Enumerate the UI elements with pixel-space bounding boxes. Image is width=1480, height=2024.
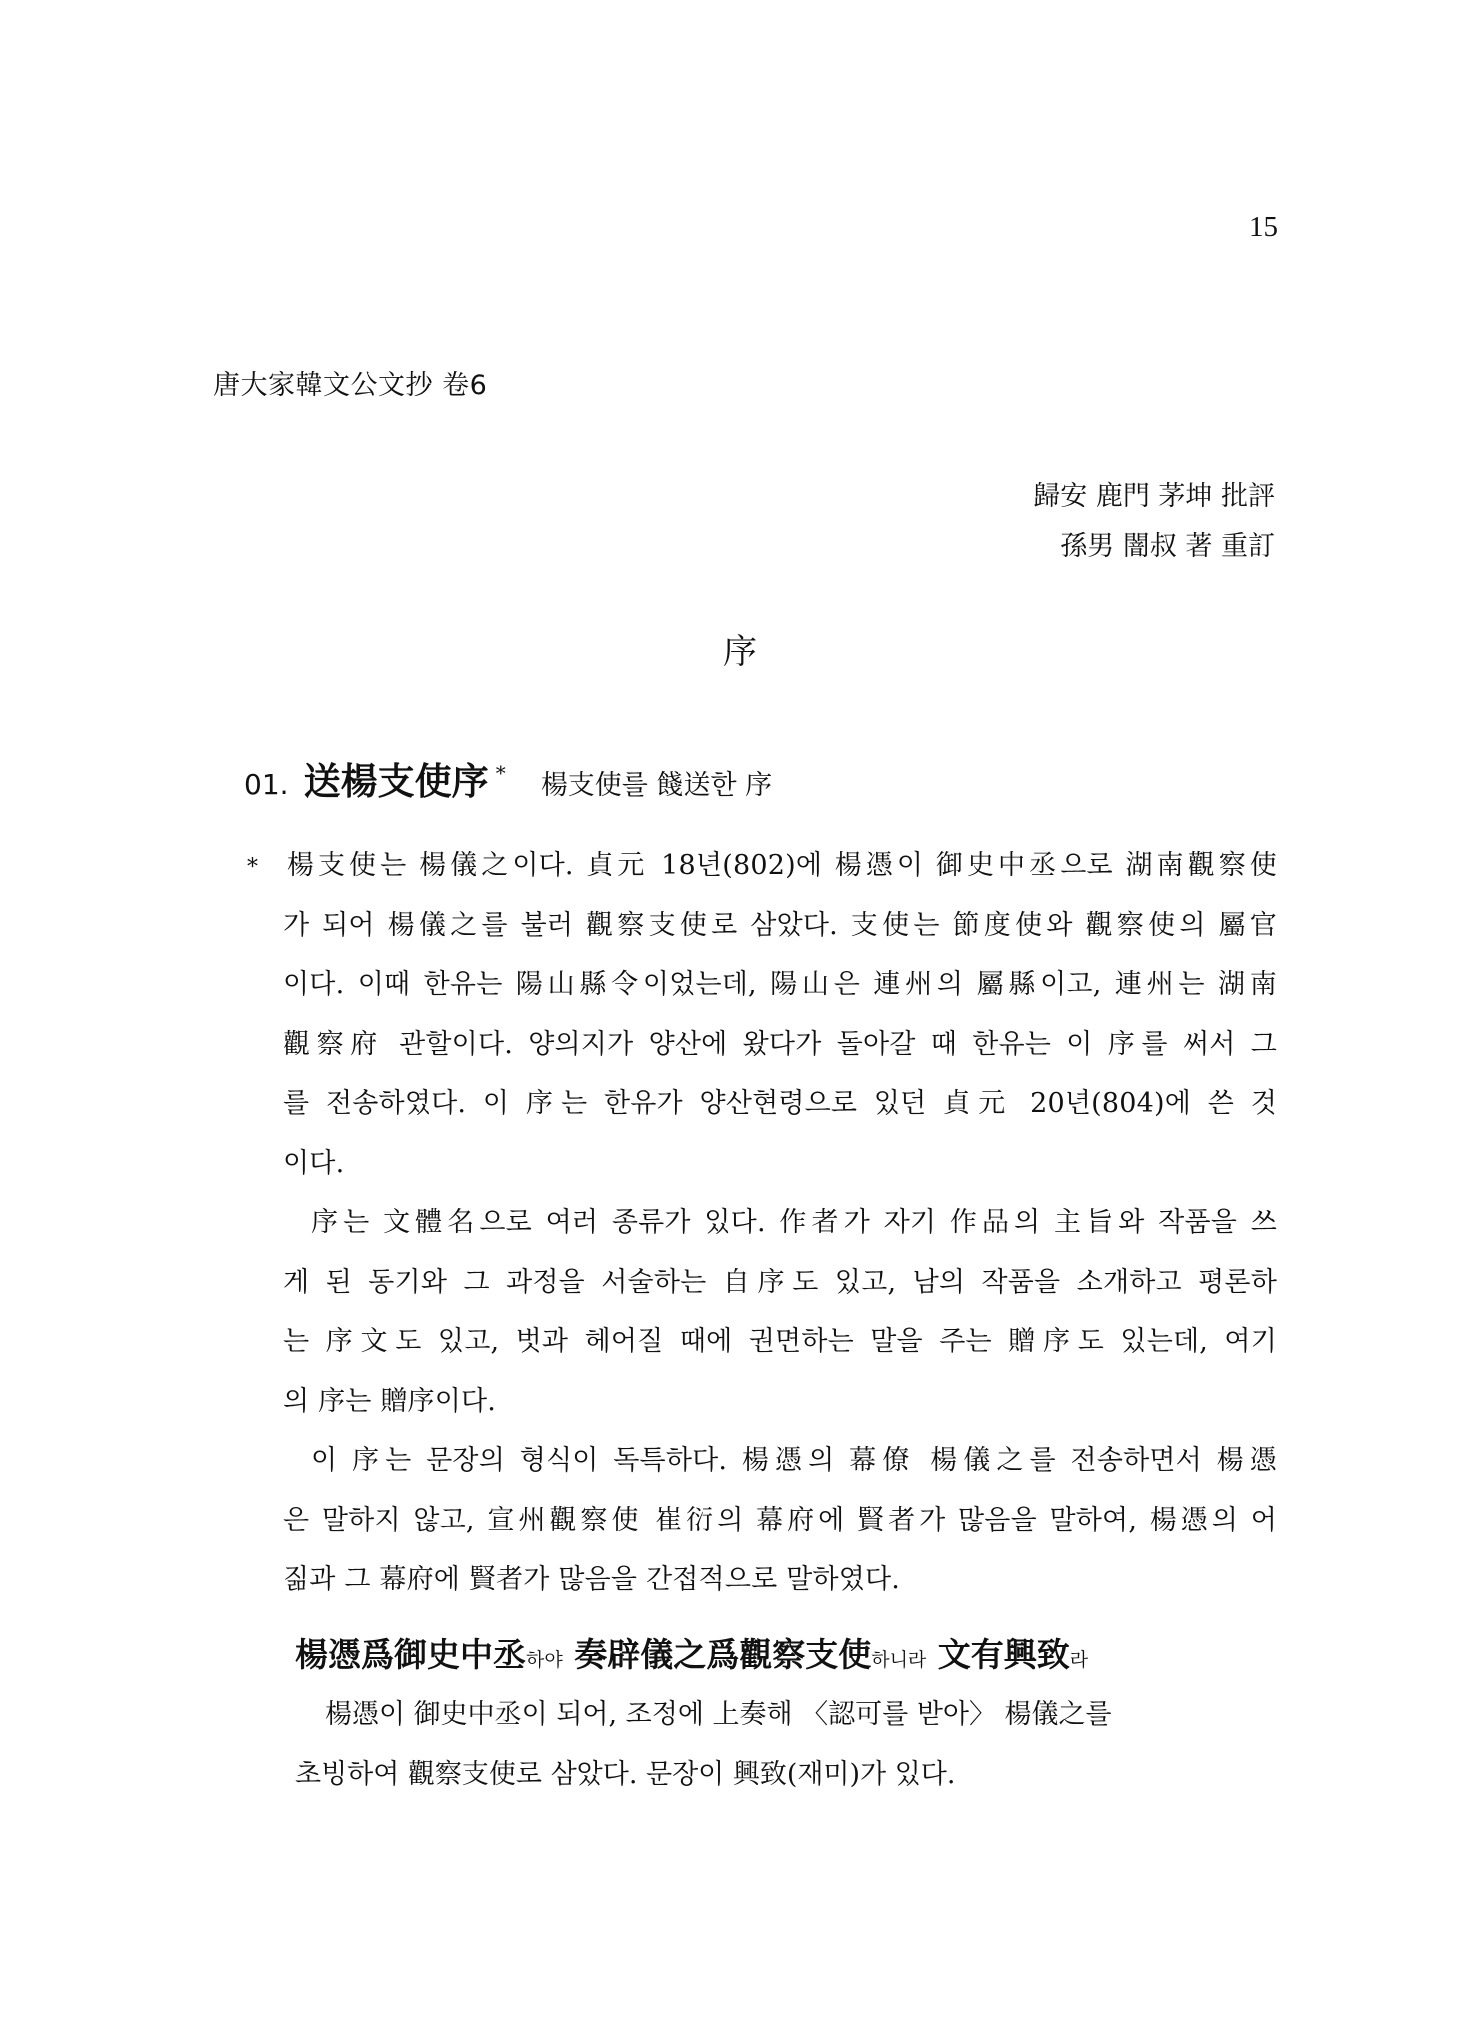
credit-line-criticism: 歸安 鹿門 茅坤 批評 <box>1033 481 1275 512</box>
source-segment: 文有興致 <box>926 1635 1070 1674</box>
annotation-line <box>247 836 1277 896</box>
translation-line: 楊憑이 御史中丞이 되어, 조정에 上奏해 〈認可를 받아〉 楊儀之를 <box>325 1699 1112 1730</box>
annotation-line: 觀察府 관할이다. 양의지가 양산에 왔다가 돌아갈 때 한유는 이 序를 써서 그 <box>283 1028 1277 1060</box>
annotation-line: 짊과 그 幕府에 賢者가 많음을 간접적으로 말하였다. <box>283 1564 901 1595</box>
annotation-line: 는 序文도 있고, 벗과 헤어질 때에 권면하는 말을 주는 贈序도 있는데, 여기 <box>283 1326 1277 1357</box>
annotation-line-text: 楊支使는 楊儀之이다. 貞元 18년(802)에 楊憑이 御史中丞으로 湖南觀察使 <box>283 850 1277 881</box>
annotation-note <box>247 836 1277 1610</box>
source-text-block <box>295 1625 1285 1805</box>
book-title: 唐大家韓文公文抄 卷6 <box>213 370 488 401</box>
section-heading: 序 <box>723 632 757 672</box>
footnote-mark: * <box>495 761 506 785</box>
source-segment: 奏辟儀之爲觀察支使 <box>562 1635 872 1674</box>
translation-line: 초빙하여 觀察支使로 삼았다. 문장이 興致(재미)가 있다. <box>295 1759 956 1790</box>
page-number: 15 <box>1249 211 1278 243</box>
korean-particle: 라 <box>1069 1649 1089 1671</box>
annotation-line: 를 전송하였다. 이 序는 한유가 양산현령으로 있던 貞元 20년(804)에 쓴 것 <box>283 1088 1277 1119</box>
annotation-line: 은 말하지 않고, 宣州觀察使 崔衍의 幕府에 賢者가 많음을 말하여, 楊憑의 어 <box>283 1504 1277 1536</box>
annotation-line: 게 된 동기와 그 과정을 서술하는 自序도 있고, 남의 작품을 소개하고 평론하 <box>283 1266 1277 1298</box>
korean-particle: 하야 <box>526 1649 563 1671</box>
annotation-line: 의 序는 贈序이다. <box>283 1385 497 1417</box>
asterisk-marker: * <box>247 855 259 880</box>
article-subtitle: 楊支使를 餞送한 序 <box>540 770 773 801</box>
annotation-line: 이다. 이때 한유는 陽山縣令이었는데, 陽山은 連州의 屬縣이고, 連州는 湖南 <box>283 969 1277 1000</box>
annotation-line: 이다. <box>283 1147 345 1179</box>
source-segment: 楊憑爲御史中丞 <box>295 1635 526 1674</box>
article-title <box>244 756 772 814</box>
credits <box>1033 472 1275 572</box>
classical-chinese-line <box>295 1625 1285 1685</box>
article-title-hanja: 送楊支使序 <box>303 759 489 803</box>
article-number: 01. <box>244 768 289 801</box>
credit-line-revision: 孫男 闇叔 著 重訂 <box>1060 531 1275 562</box>
annotation-line: 序는 文體名으로 여러 종류가 있다. 作者가 자기 作品의 主旨와 작품을 쓰 <box>311 1207 1277 1238</box>
korean-particle: 하니라 <box>871 1649 927 1671</box>
annotation-line: 가 되어 楊儀之를 불러 觀察支使로 삼았다. 支使는 節度使와 觀察使의 屬官 <box>283 909 1277 941</box>
annotation-line: 이 序는 문장의 형식이 독특하다. 楊憑의 幕僚 楊儀之를 전송하면서 楊憑 <box>311 1445 1277 1476</box>
